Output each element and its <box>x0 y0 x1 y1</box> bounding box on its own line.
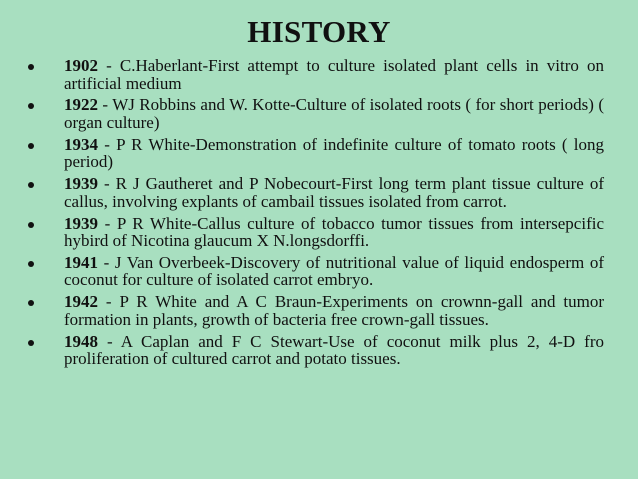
bullet-icon <box>28 300 34 306</box>
list-item <box>28 215 604 250</box>
list-item-year: 1941 <box>64 252 98 272</box>
list-item-description: - P R White-Demonstration of indefinite culture of tomato roots ( long period) <box>64 134 604 172</box>
list-item-description: - C.Haberlant-First attempt to culture isolated plant cells in vitro on artificial medium <box>64 56 604 93</box>
bullet-icon <box>28 261 34 267</box>
list-item-year: 1948 <box>64 331 98 351</box>
list-item-description: - J Van Overbeek-Discovery of nutritional value of liquid endosperm of coconut for culture of isolated carrot embryo. <box>64 252 604 290</box>
list-item <box>28 254 604 289</box>
list-item-text <box>64 175 604 210</box>
list-item-description: - R J Gautheret and P Nobecourt-First long term plant tissue culture of callus, involving explants of cambail tissues isolated from carrot. <box>64 174 604 211</box>
list-item-text <box>64 96 604 131</box>
list-item <box>28 175 604 210</box>
list-item-text <box>64 293 604 328</box>
bullet-icon <box>28 340 34 346</box>
list-item-year: 1902 <box>64 56 98 75</box>
list-item-year: 1922 <box>64 95 98 115</box>
bullet-icon <box>28 222 34 228</box>
list-item-text <box>64 333 604 368</box>
list-item-description: - A Caplan and F C Stewart-Use of coconut milk plus 2, 4-D fro proliferation of cultured carrot and potato tissues. <box>64 331 604 369</box>
list-item-description: - WJ Robbins and W. Kotte-Culture of isolated roots ( for short periods) ( organ culture) <box>64 95 604 132</box>
list-item-text <box>64 215 604 250</box>
list-item <box>28 96 604 131</box>
list-item-year: 1942 <box>64 292 98 312</box>
slide-title: HISTORY <box>247 14 391 49</box>
list-item <box>28 333 604 368</box>
bullet-icon <box>28 143 34 149</box>
list-item-description: - P R White and A C Braun-Experiments on crownn-gall and tumor formation in plants, growth of bacteria free crown-gall tissues. <box>64 292 604 329</box>
bullet-icon <box>28 64 34 70</box>
list-item-year: 1934 <box>64 134 98 154</box>
list-item-description: - P R White-Callus culture of tobacco tumor tissues from intersepcific hybird of Nicotina glaucum X N.longsdorffi. <box>64 213 604 251</box>
bullet-icon <box>28 103 34 109</box>
list-item <box>28 136 604 171</box>
list-item-year: 1939 <box>64 174 98 194</box>
bullet-icon <box>28 182 34 188</box>
history-list <box>28 57 604 372</box>
list-item <box>28 57 604 92</box>
list-item-text <box>64 57 604 92</box>
list-item-year: 1939 <box>64 213 98 233</box>
list-item-text <box>64 136 604 171</box>
list-item-text <box>64 254 604 289</box>
list-item <box>28 293 604 328</box>
